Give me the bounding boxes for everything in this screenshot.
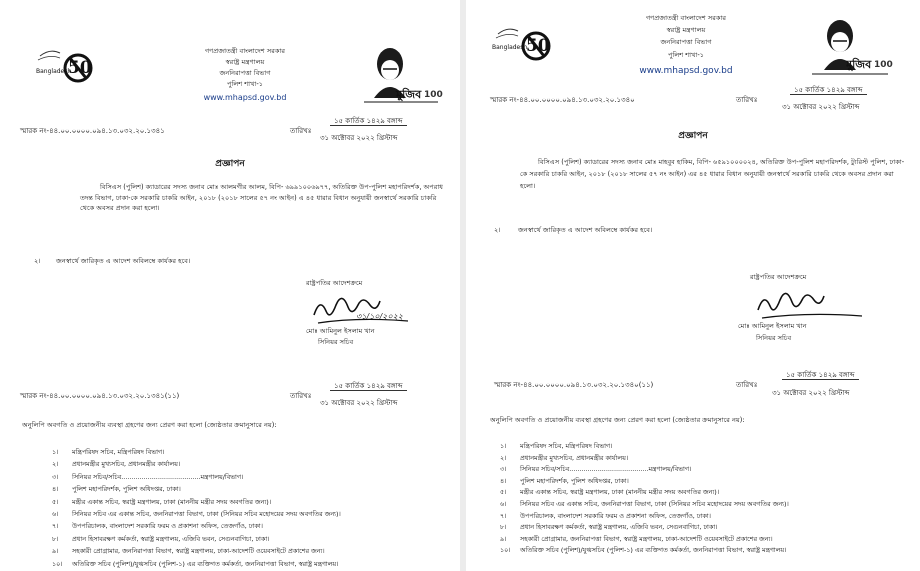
list-item bbox=[500, 464, 910, 476]
emblem-text: Bangladesh bbox=[492, 44, 528, 51]
signatory-designation: সিনিয়র সচিব bbox=[318, 338, 354, 346]
list-item-text: মন্ত্রিপরিষদ সচিব, মন্ত্রিপরিষদ বিভাগ। bbox=[72, 448, 165, 456]
govt-name: গণপ্রজাতন্ত্রী বাংলাদেশ সরকার bbox=[645, 14, 727, 22]
list-item-text: পুলিশ মহাপরিদর্শক, পুলিশ অধিদপ্তর, ঢাকা। bbox=[520, 476, 629, 485]
list-item bbox=[500, 441, 910, 453]
list-item-text: সিনিয়র সচিব/সচিব.......................................মন্ত্রণালয়/বিভাগ। bbox=[72, 472, 244, 481]
list-item bbox=[52, 496, 452, 508]
list-item-number: ৯। bbox=[500, 534, 507, 543]
copy-list bbox=[52, 446, 452, 570]
list-item-text: প্রধান হিসাবরক্ষণ কর্মকর্তা, স্বরাষ্ট্র মন্ত্রণালয়, এজিবি ভবন, সেগুনবাগিচা, ঢাকা। bbox=[520, 523, 718, 532]
ministry-name: স্বরাষ্ট্র মন্ত্রণালয় bbox=[666, 26, 706, 34]
list-item-number: ৪। bbox=[52, 485, 59, 494]
list-item-number: ১। bbox=[500, 442, 507, 450]
list-item bbox=[52, 533, 452, 545]
list-item-number: ২। bbox=[500, 453, 507, 462]
list-item-number: ৪। bbox=[500, 476, 507, 485]
division-name: জননিরাপত্তা বিভাগ bbox=[660, 38, 712, 46]
date-bangla: ১৫ কার্তিক ১৪২৯ বঙ্গাব্দ bbox=[330, 117, 407, 126]
list-item bbox=[500, 534, 910, 546]
list-item bbox=[52, 446, 452, 458]
list-item-number: ৮। bbox=[52, 534, 59, 543]
copy-intro: অনুলিপি অবগতি ও প্রয়োজনীয় ব্যবস্থা গ্রহণের জন্য প্রেরণ করা হলো (জ্যেষ্ঠতার ক্রমানুসারে নয়): bbox=[490, 416, 745, 424]
date-bangla: ১৫ কার্তিক ১৪২৯ বঙ্গাব্দ bbox=[790, 86, 867, 95]
memo2-reference: স্মারক নং-৪৪.০০.০০০০.০৯৪.১৩.০৩২.২০.১৩৪০(১১) bbox=[494, 381, 654, 389]
list-item-text: সহকারী প্রোগ্রামার, জননিরাপত্তা বিভাগ, স্বরাষ্ট্র মন্ত্রণালয়, ঢাকা-আদেশটি ওয়েবসাইটে প্রকাশের জন্য। bbox=[520, 534, 773, 543]
emblem-text: Bangladesh bbox=[36, 68, 72, 75]
list-item-number: ৩। bbox=[500, 465, 507, 474]
copy-intro: অনুলিপি অবগতি ও প্রয়োজনীয় ব্যবস্থা গ্রহণের জন্য প্রেরণ করা হলো (জ্যেষ্ঠতার ক্রমানুসারে নয়): bbox=[22, 421, 277, 429]
para2-number: ২। bbox=[34, 257, 41, 265]
presidential-order-line: রাষ্ট্রপতির আদেশক্রমে bbox=[306, 279, 363, 287]
page-title: প্রজ্ঞাপন bbox=[678, 131, 708, 141]
division-name: জননিরাপত্তা বিভাগ bbox=[219, 69, 271, 77]
list-item-text: প্রধানমন্ত্রীর মুখ্যসচিব, প্রধানমন্ত্রীর কার্যালয়। bbox=[520, 453, 629, 462]
list-item bbox=[52, 483, 452, 495]
mujib-100-logo bbox=[362, 40, 443, 106]
list-item-text: অতিরিক্ত সচিব (পুলিশ)/যুগ্মসচিব (পুলিশ-১) এর ব্যক্তিগত কর্মকর্তা, জননিরাপত্তা বিভাগ, স্বরাষ্ট্র মন্ত্রণালয়। bbox=[72, 559, 339, 568]
list-item-text: অতিরিক্ত সচিব (পুলিশ)/যুগ্মসচিব (পুলিশ-১) এর ব্যক্তিগত কর্মকর্তা, জননিরাপত্তা বিভাগ, স্বরাষ্ট্র মন্ত্রণালয়। bbox=[520, 546, 787, 555]
list-item-text: মন্ত্রীর একান্ত সচিব, স্বরাষ্ট্র মন্ত্রণালয়, ঢাকা (মাননীয় মন্ত্রীর সদয় অবগতির জন্য)। bbox=[72, 497, 272, 506]
memo2-reference: স্মারক নং-৪৪.০০.০০০০.০৯৪.১৩.০৩২.২০.১৩৪১(১১) bbox=[20, 392, 180, 400]
list-item-number: ৫। bbox=[500, 488, 507, 497]
list-item-number: ১০। bbox=[500, 546, 511, 555]
para2-text: জনস্বার্থে জারিকৃত এ আদেশ অবিলম্বে কার্যকর হবে। bbox=[518, 226, 653, 234]
date-english: ৩১ অক্টোবর ২০২২ খ্রিস্টাব্দ bbox=[320, 134, 398, 142]
list-item bbox=[52, 458, 452, 470]
list-item bbox=[500, 511, 910, 523]
list-item-text: মন্ত্রিপরিষদ সচিব, মন্ত্রিপরিষদ বিভাগ। bbox=[520, 442, 613, 450]
list-item-text: পুলিশ মহাপরিদর্শক, পুলিশ অধিদপ্তর, ঢাকা। bbox=[72, 485, 181, 494]
list-item-number: ১। bbox=[52, 448, 59, 456]
signature-image bbox=[308, 293, 428, 329]
list-item-number: ৬। bbox=[500, 499, 507, 508]
govt-name: গণপ্রজাতন্ত্রী বাংলাদেশ সরকার bbox=[204, 47, 286, 55]
list-item bbox=[500, 522, 910, 534]
list-item-text: সিনিয়র সচিব এর একান্ত সচিব, জননিরাপত্তা বিভাগ, ঢাকা (সিনিয়র সচিব মহোদয়ের সদয় অবগতির জন্য)। bbox=[72, 509, 341, 518]
memo-reference: স্মারক নং-৪৪.০০.০০০০.০৯৪.১৩.০৩২.২০.১৩৪১ bbox=[20, 127, 165, 135]
list-item bbox=[500, 499, 910, 511]
list-item bbox=[52, 545, 452, 557]
bangladesh-50-emblem bbox=[492, 22, 554, 68]
signatory-name: মোঃ আমিনুল ইসলাম খান bbox=[306, 327, 375, 335]
list-item bbox=[500, 545, 910, 557]
memo2-date-bangla: ১৫ কার্তিক ১৪২৯ বঙ্গাব্দ bbox=[330, 382, 407, 391]
list-item-text: প্রধান হিসাবরক্ষণ কর্মকর্তা, স্বরাষ্ট্র মন্ত্রণালয়, এজিবি ভবন, সেগুনবাগিচা, ঢাকা। bbox=[72, 534, 270, 543]
copy-list bbox=[500, 441, 910, 557]
list-item-number: ৮। bbox=[500, 523, 507, 532]
branch-name: পুলিশ শাখা-১ bbox=[227, 80, 263, 88]
list-item-text: উপপরিচালক, বাংলাদেশ সরকারি ফরম ও প্রকাশনা অফিস, তেজগাঁও, ঢাকা। bbox=[520, 511, 711, 520]
signatory-name: মোঃ আমিনুল ইসলাম খান bbox=[738, 322, 807, 330]
list-item-text: উপপরিচালক, বাংলাদেশ সরকারি ফরম ও প্রকাশনা অফিস, তেজগাঁও, ঢাকা। bbox=[72, 522, 263, 531]
list-item bbox=[52, 520, 452, 532]
list-item-number: ৬। bbox=[52, 509, 59, 518]
notification-right bbox=[466, 0, 920, 571]
list-item bbox=[52, 558, 452, 570]
mujib-number: 100 bbox=[424, 90, 443, 100]
memo2-date-english: ৩১ অক্টোবর ২০২২ খ্রিস্টাব্দ bbox=[772, 389, 850, 397]
ministry-name: স্বরাষ্ট্র মন্ত্রণালয় bbox=[225, 58, 265, 66]
signature-date: ৩১/১০/২০২২ bbox=[356, 312, 403, 321]
mujib-text: মুজিব bbox=[396, 88, 422, 101]
list-item-text: সহকারী প্রোগ্রামার, জননিরাপত্তা বিভাগ, স্বরাষ্ট্র মন্ত্রণালয়, ঢাকা-আদেশটি ওয়েবসাইটে প্রকাশের জন্য। bbox=[72, 547, 325, 556]
list-item-number: ৭। bbox=[52, 522, 59, 531]
order-paragraph: বিসিএস (পুলিশ) ক্যাডারের সদস্য জনাব মোঃ আলমগীর আলম, বিপি- ৬৯৯১০০৬৯৭৭, অতিরিক্ত উপ-পুলিশ মহাপরিদর্শক, অপরাধ তদন্ত বিভাগ, ঢাকা-কে সরকারি চাকরি আইন, ২০১৮ (২০১৮ সালের ৫৭ নং আইন) এ ৪৫ ধারার বিধান অনুযায়ী জনস্বার্থে সরকারি চাকরি থেকে অবসর প্রদান করা হলো। bbox=[80, 183, 443, 212]
memo2-date-label: তারিখঃ bbox=[736, 381, 758, 389]
list-item bbox=[500, 487, 910, 499]
signatory-designation: সিনিয়র সচিব bbox=[756, 334, 792, 342]
memo-reference: স্মারক নং-৪৪.০০.০০০০.০৯৪.১৩.০৩২.২০.১৩৪০ bbox=[490, 96, 635, 104]
mujib-number: 100 bbox=[874, 60, 893, 70]
website-link[interactable]: www.mhapsd.gov.bd bbox=[639, 66, 733, 76]
page-title: প্রজ্ঞাপন bbox=[215, 159, 245, 169]
signature-image bbox=[752, 288, 882, 324]
presidential-order-line: রাষ্ট্রপতির আদেশক্রমে bbox=[750, 273, 807, 281]
date-english: ৩১ অক্টোবর ২০২২ খ্রিস্টাব্দ bbox=[782, 103, 860, 111]
memo2-date-english: ৩১ অক্টোবর ২০২২ খ্রিস্টাব্দ bbox=[320, 399, 398, 407]
list-item-number: ২। bbox=[52, 460, 59, 469]
bangladesh-50-emblem bbox=[34, 44, 96, 90]
list-item bbox=[52, 471, 452, 483]
list-item-text: প্রধানমন্ত্রীর মুখ্যসচিব, প্রধানমন্ত্রীর কার্যালয়। bbox=[72, 460, 181, 469]
website-link[interactable]: www.mhapsd.gov.bd bbox=[203, 93, 287, 102]
list-item-text: সিনিয়র সচিব এর একান্ত সচিব, জননিরাপত্তা বিভাগ, ঢাকা (সিনিয়র সচিব মহোদয়ের সদয় অবগতির জন্য)। bbox=[520, 499, 789, 508]
list-item-number: ৫। bbox=[52, 497, 59, 506]
list-item bbox=[500, 476, 910, 488]
list-item-number: ৭। bbox=[500, 511, 507, 520]
mujib-text: মুজিব bbox=[846, 58, 872, 71]
list-item-number: ৩। bbox=[52, 472, 59, 481]
list-item-number: ৯। bbox=[52, 547, 59, 556]
date-label: তারিখঃ bbox=[736, 96, 758, 104]
list-item-text: সিনিয়র সচিব/সচিব.......................................মন্ত্রণালয়/বিভাগ। bbox=[520, 465, 692, 474]
list-item bbox=[500, 453, 910, 465]
list-item bbox=[52, 508, 452, 520]
emblem-number: 50 bbox=[526, 36, 550, 56]
order-paragraph: বিসিএস (পুলিশ) ক্যাডারের সদস্য জনাব মোঃ মাহবুব হাকিম, বিপি- ৬৫৯১০০০০২৪, অতিরিক্ত উপ-পুলিশ মহাপরিদর্শক, ট্যুরিস্ট পুলিশ, ঢাকা-কে সরকারি চাকরি আইন, ২০১৮ (২০১৮ সালের ৫৭ নং আইন) এর ৪৫ ধারার বিধান অনুযায়ী জনস্বার্থে সরকারি চাকরি থেকে অবসর প্রদান করা হলো। bbox=[520, 158, 905, 190]
list-item-text: মন্ত্রীর একান্ত সচিব, স্বরাষ্ট্র মন্ত্রণালয়, ঢাকা (মাননীয় মন্ত্রীর সদয় অবগতির জন্য)। bbox=[520, 488, 720, 497]
memo2-date-label: তারিখঃ bbox=[290, 392, 312, 400]
mujib-100-logo bbox=[810, 14, 893, 76]
emblem-number: 50 bbox=[68, 58, 92, 78]
date-label: তারিখঃ bbox=[290, 127, 312, 135]
para2-number: ২। bbox=[494, 226, 501, 234]
list-item-number: ১০। bbox=[52, 559, 63, 568]
memo2-date-bangla: ১৫ কার্তিক ১৪২৯ বঙ্গাব্দ bbox=[782, 371, 859, 380]
branch-name: পুলিশ শাখা-১ bbox=[668, 51, 704, 59]
para2-text: জনস্বার্থে জারিকৃত এ আদেশ অবিলম্বে কার্যকর হবে। bbox=[56, 257, 191, 265]
